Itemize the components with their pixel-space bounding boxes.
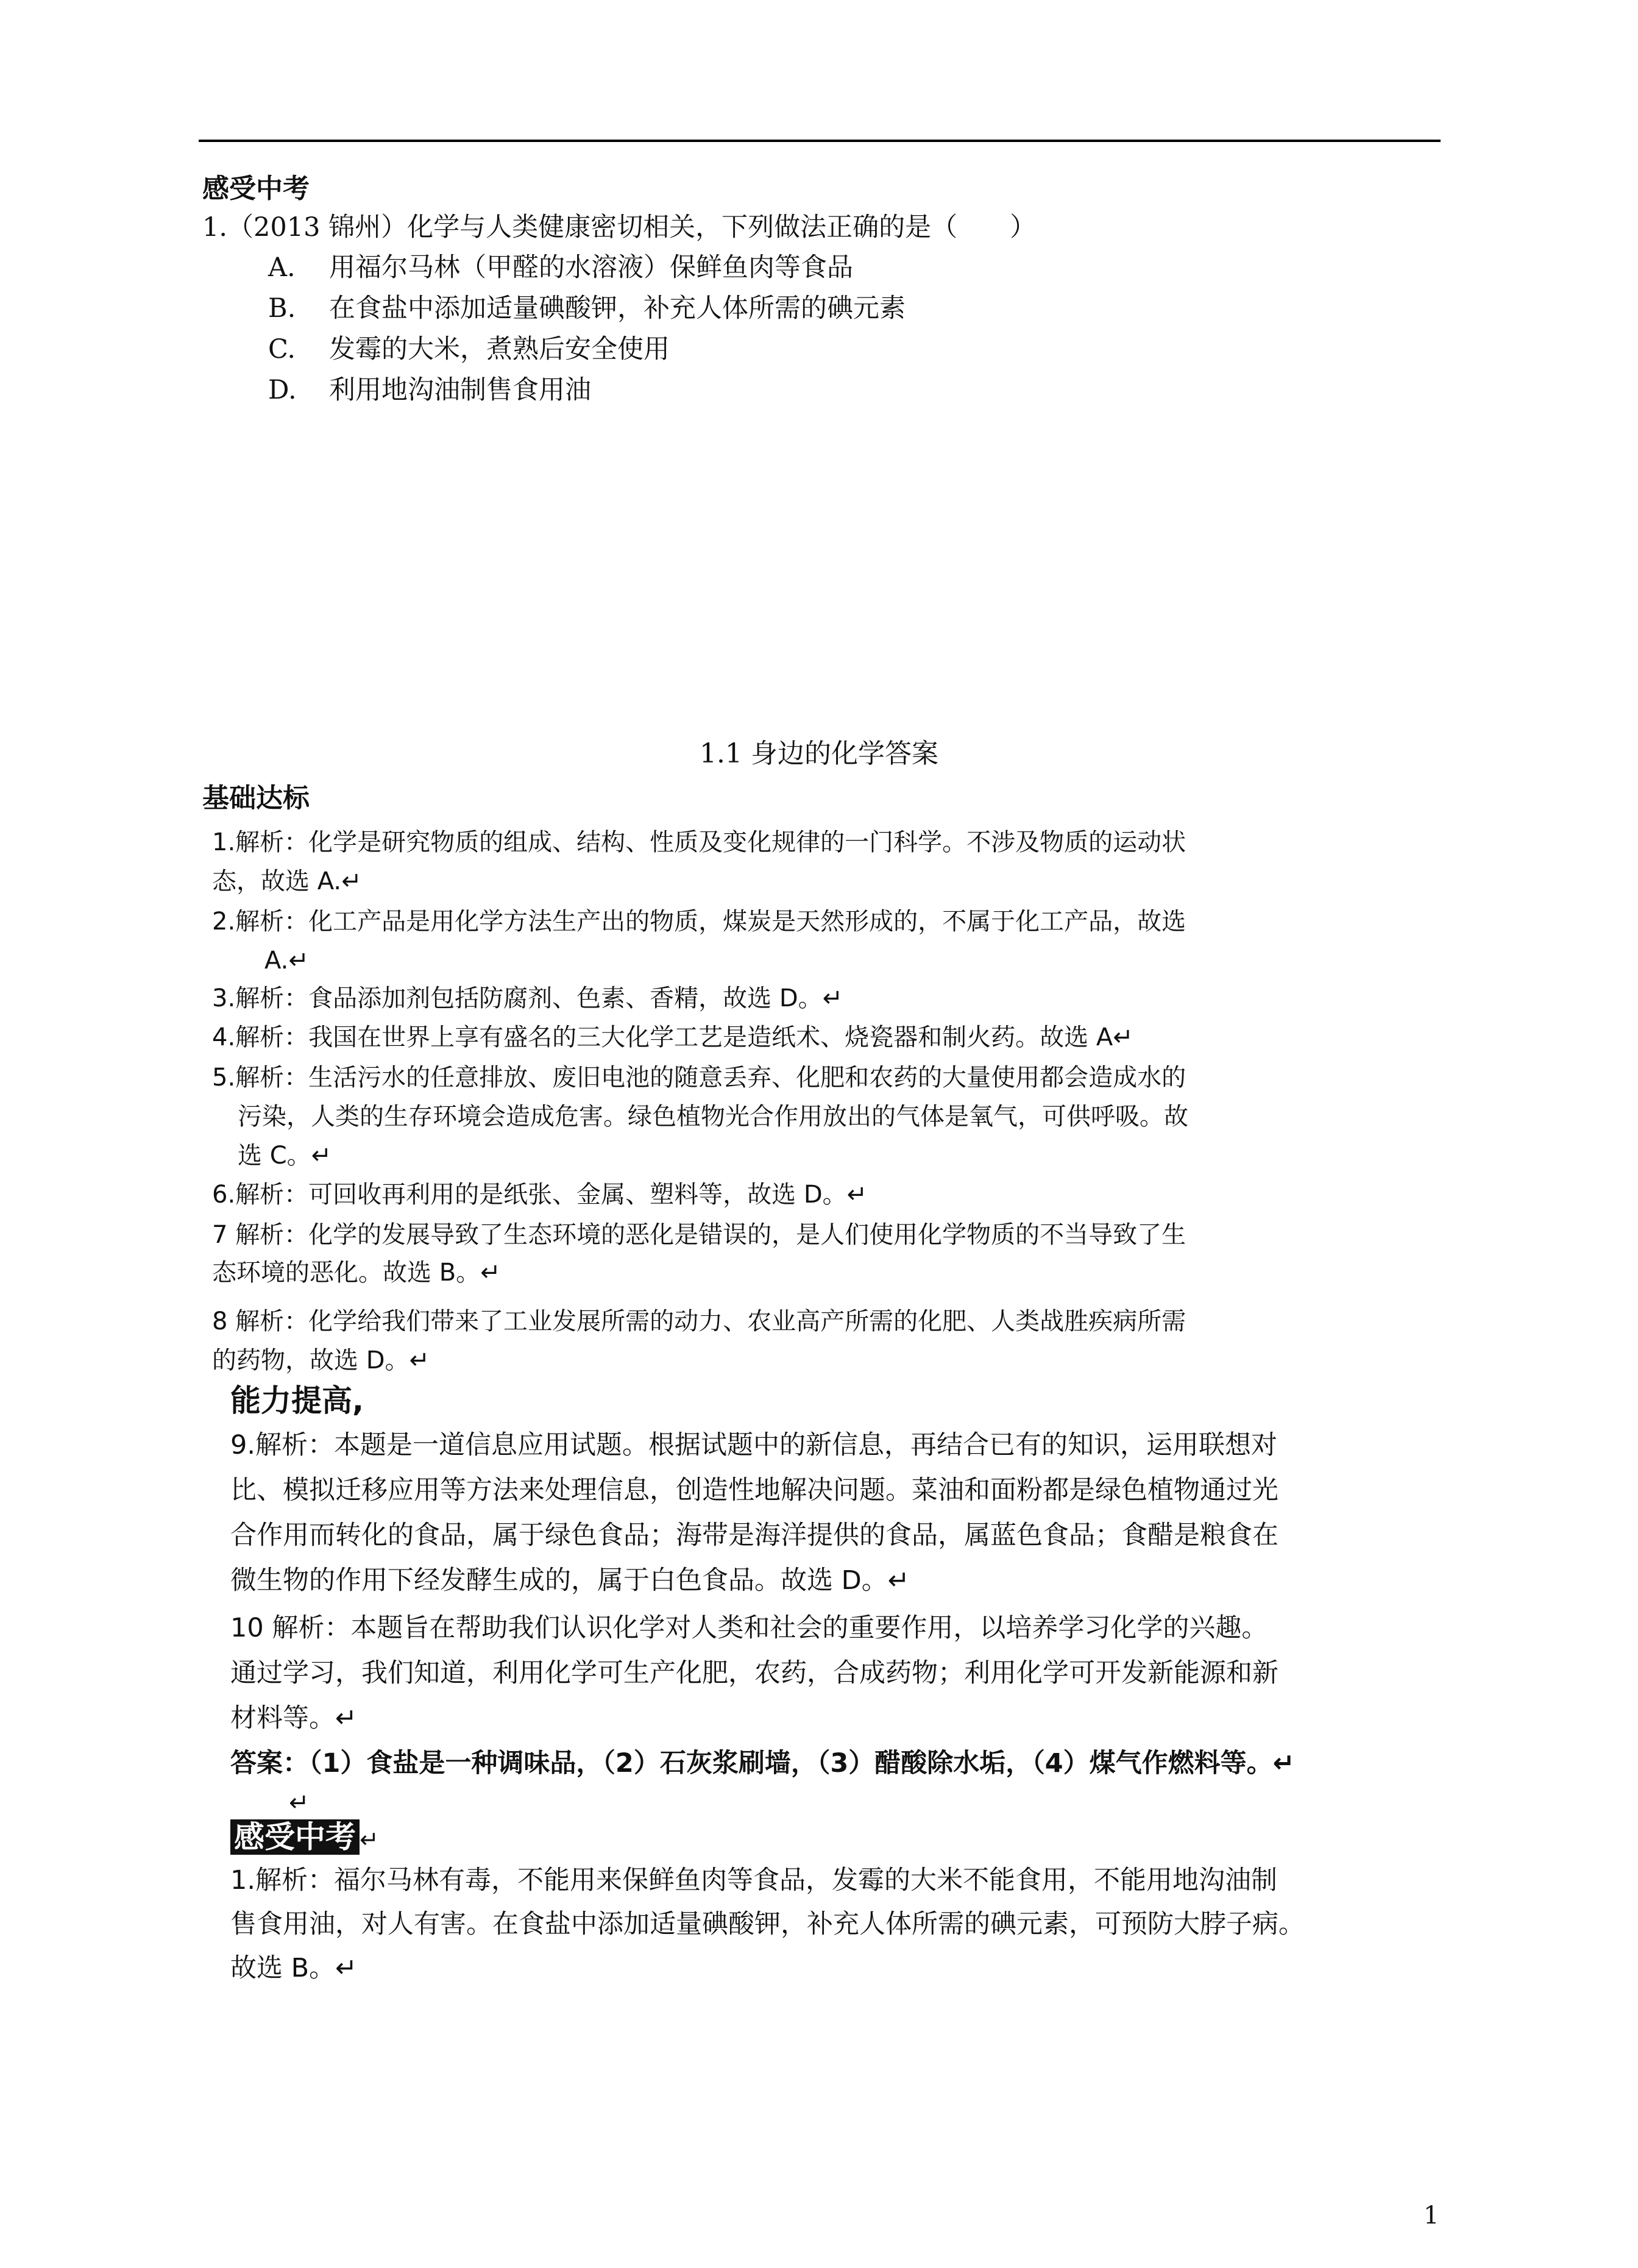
answer-label: 答案： xyxy=(230,1748,309,1779)
answer-line: 材料等。↵ xyxy=(230,1703,358,1733)
answer-line: 1.解析：福尔马林有毒，不能用来保鲜鱼肉等食品，发霉的大米不能食用，不能用地沟油制 xyxy=(230,1865,1278,1896)
option-letter: D. xyxy=(268,375,297,405)
header-rule xyxy=(199,140,1441,142)
section-heading-exam-answer xyxy=(230,1818,379,1859)
answer-line: 通过学习，我们知道，利用化学可生产化肥，农药，合成药物；利用化学可开发新能源和新 xyxy=(230,1658,1278,1688)
blank-paragraph-mark: ↵ xyxy=(289,1789,310,1817)
answer-line: 4.解析：我国在世界上享有盛名的三大化学工艺是造纸术、烧瓷器和制火药。故选 A↵ xyxy=(212,1023,1133,1051)
answer-line: A.↵ xyxy=(264,947,309,975)
option-text: 利用地沟油制售食用油 xyxy=(329,375,591,405)
answer-line: 1.解析：化学是研究物质的组成、结构、性质及变化规律的一门科学。不涉及物质的运动状 xyxy=(212,828,1186,856)
option-letter: C. xyxy=(268,334,296,364)
answer-line: 微生物的作用下经发酵生成的，属于白色食品。故选 D。↵ xyxy=(230,1565,910,1596)
answer-line: 9.解析：本题是一道信息应用试题。根据试题中的新信息，再结合已有的知识，运用联想对 xyxy=(230,1430,1278,1460)
answer-line: 8 解析：化学给我们带来了工业发展所需的动力、农业高产所需的化肥、人类战胜疾病所需 xyxy=(212,1307,1186,1335)
option-letter: A. xyxy=(268,252,296,283)
option-text: 用福尔马林（甲醛的水溶液）保鲜鱼肉等食品 xyxy=(329,252,853,283)
option-text: 发霉的大米，煮熟后安全使用 xyxy=(329,334,670,364)
paragraph-mark: ↵ xyxy=(360,1826,379,1853)
answer-line: 的药物，故选 D。↵ xyxy=(212,1346,430,1374)
highlighted-heading: 感受中考 xyxy=(230,1819,360,1855)
answer-line: 5.解析：生活污水的任意排放、废旧电池的随意丢弃、化肥和农药的大量使用都会造成水的 xyxy=(212,1064,1186,1092)
answer-text: （1）食盐是一种调味品，（2）石灰浆刷墙，（3）醋酸除水垢，（4）煤气作燃料等。↵ xyxy=(309,1748,1295,1779)
answer-line: 态，故选 A.↵ xyxy=(212,867,362,895)
answer-line: 选 C。↵ xyxy=(238,1142,332,1170)
answer-line: 3.解析：食品添加剂包括防腐剂、色素、香精，故选 D。↵ xyxy=(212,984,843,1012)
answer-line: 售食用油，对人有害。在食盐中添加适量碘酸钾，补充人体所需的碘元素，可预防大脖子病。 xyxy=(230,1909,1305,1939)
answer-line: 比、模拟迁移应用等方法来处理信息，创造性地解决问题。菜油和面粉都是绿色植物通过光 xyxy=(230,1475,1278,1505)
answer-final xyxy=(230,1742,1295,1785)
section-heading-ability: 能力提高, xyxy=(230,1383,364,1418)
section-heading-basic: 基础达标 xyxy=(202,783,310,814)
answer-line: 污染，人类的生存环境会造成危害。绿色植物光合作用放出的气体是氧气，可供呼吸。故 xyxy=(238,1103,1188,1131)
answer-line: 态环境的恶化。故选 B。↵ xyxy=(212,1259,501,1287)
answers-title: 1.1 身边的化学答案 xyxy=(700,738,938,769)
option-letter: B. xyxy=(268,293,296,324)
option-text: 在食盐中添加适量碘酸钾，补充人体所需的碘元素 xyxy=(329,293,906,324)
page-number: 1 xyxy=(1424,2202,1439,2230)
answer-line: 6.解析：可回收再利用的是纸张、金属、塑料等，故选 D。↵ xyxy=(212,1181,868,1209)
answer-line: 合作用而转化的食品，属于绿色食品；海带是海洋提供的食品，属蓝色食品；食醋是粮食在 xyxy=(230,1520,1278,1551)
answer-line: 故选 B。↵ xyxy=(230,1953,358,1983)
question-stem: 1.（2013 锦州）化学与人类健康密切相关，下列做法正确的是（ ） xyxy=(202,212,1037,243)
section-heading-exam: 感受中考 xyxy=(202,173,310,204)
answer-line: 2.解析：化工产品是用化学方法生产出的物质，煤炭是天然形成的，不属于化工产品，故选 xyxy=(212,908,1186,936)
answer-line: 7 解析：化学的发展导致了生态环境的恶化是错误的，是人们使用化学物质的不当导致了生 xyxy=(212,1221,1186,1249)
answer-line: 10 解析：本题旨在帮助我们认识化学对人类和社会的重要作用，以培养学习化学的兴趣。 xyxy=(230,1613,1268,1643)
